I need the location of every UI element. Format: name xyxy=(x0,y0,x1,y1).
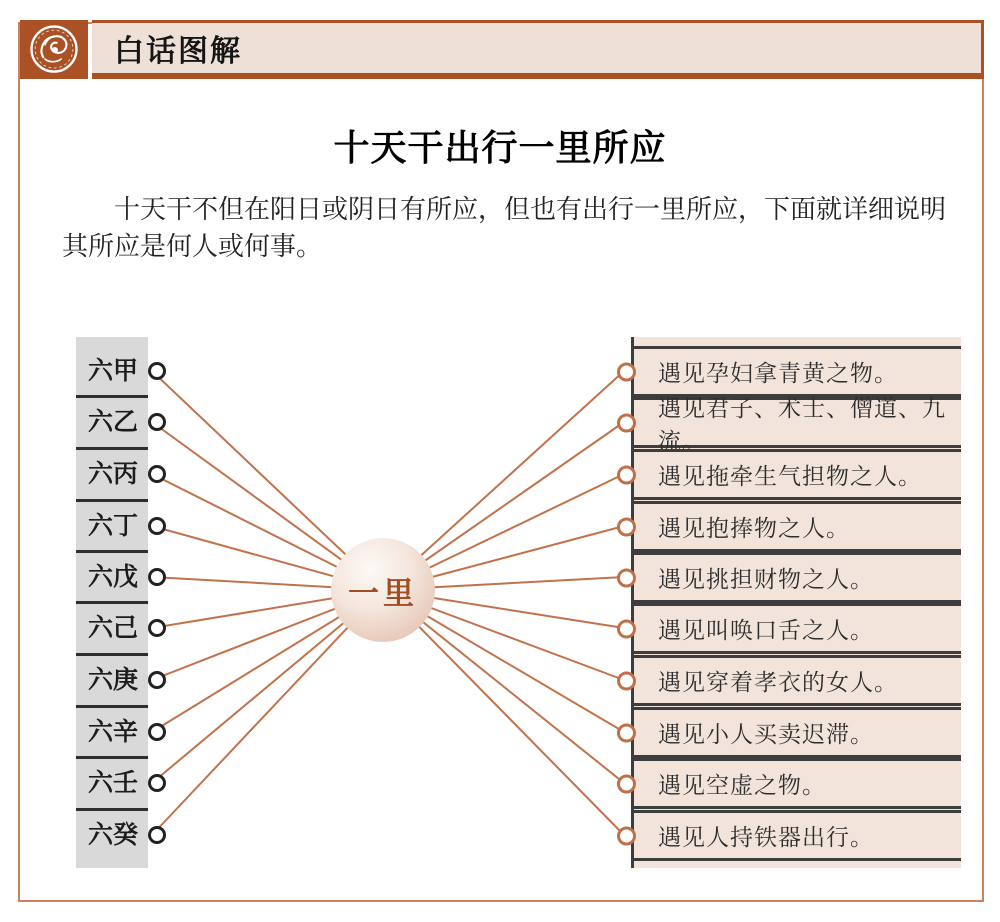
results-column xyxy=(631,337,961,868)
result-label: 遇见孕妇拿青黄之物。 xyxy=(658,360,898,386)
stem-label: 六甲 xyxy=(87,356,138,385)
result-label: 遇见人持铁器出行。 xyxy=(658,824,874,850)
result-cell xyxy=(634,394,961,454)
result-label: 遇见空虚之物。 xyxy=(658,772,826,798)
result-cell xyxy=(634,501,961,552)
stem-row xyxy=(76,757,148,809)
result-cell xyxy=(634,707,961,758)
stem-row xyxy=(76,345,148,397)
stem-label: 六丙 xyxy=(87,459,138,488)
publisher-seal xyxy=(20,20,88,79)
stem-row xyxy=(76,396,148,448)
section-title: 白话图解 xyxy=(114,35,242,68)
hub-circle xyxy=(331,538,435,642)
stem-label: 六己 xyxy=(87,613,138,642)
result-cell xyxy=(634,758,961,809)
page-title: 十天干出行一里所应 xyxy=(333,127,667,168)
intro-paragraph: 十天干不但在阳日或阴日有所应，但也有出行一里所应，下面就详细说明其所应是何人或何事。 xyxy=(62,194,947,261)
left-node-icon xyxy=(148,568,166,586)
stem-row xyxy=(76,602,148,654)
stem-label: 六辛 xyxy=(87,717,138,746)
result-label: 遇见拖牵生气担物之人。 xyxy=(658,463,922,489)
stem-label: 六壬 xyxy=(87,768,138,797)
result-label: 遇见小人买卖迟滞。 xyxy=(658,721,874,747)
right-node-icon xyxy=(617,826,636,845)
right-node-icon xyxy=(617,568,636,587)
result-label: 遇见抱捧物之人。 xyxy=(658,515,850,541)
section-header-bar xyxy=(92,20,984,79)
stem-row xyxy=(76,654,148,706)
result-label: 遇见穿着孝衣的女人。 xyxy=(658,669,898,695)
right-node-icon xyxy=(617,619,636,638)
right-node-icon xyxy=(617,671,636,690)
result-cell xyxy=(634,655,961,706)
stem-row xyxy=(76,448,148,500)
left-node-icon xyxy=(148,465,166,483)
left-node-icon xyxy=(148,671,166,689)
left-node-icon xyxy=(148,619,166,637)
stems-column xyxy=(76,337,148,868)
stem-row xyxy=(76,809,148,861)
stem-row xyxy=(76,706,148,758)
result-cell xyxy=(634,449,961,500)
right-node-icon xyxy=(617,465,636,484)
stem-row xyxy=(76,551,148,603)
left-node-icon xyxy=(148,362,166,380)
stem-row xyxy=(76,500,148,552)
result-cell xyxy=(634,603,961,654)
hub-label: 一里 xyxy=(348,575,418,612)
right-node-icon xyxy=(617,774,636,793)
right-node-icon xyxy=(617,362,636,381)
right-node-icon xyxy=(617,413,636,432)
result-cell xyxy=(634,552,961,603)
stem-label: 六癸 xyxy=(87,820,138,849)
result-label: 遇见君子、术士、僧道、九流。 xyxy=(658,394,946,454)
left-node-icon xyxy=(148,517,166,535)
left-node-icon xyxy=(148,774,166,792)
stem-label: 六戊 xyxy=(87,562,138,591)
result-cell xyxy=(634,810,961,861)
dragon-seal-icon xyxy=(26,23,82,77)
right-node-icon xyxy=(617,517,636,536)
left-node-icon xyxy=(148,826,166,844)
left-node-icon xyxy=(148,413,166,431)
stem-label: 六庚 xyxy=(87,665,138,694)
stem-label: 六丁 xyxy=(87,511,138,540)
result-label: 遇见叫唤口舌之人。 xyxy=(658,617,874,643)
left-node-icon xyxy=(148,723,166,741)
stem-label: 六乙 xyxy=(87,407,138,436)
right-node-icon xyxy=(617,723,636,742)
result-label: 遇见挑担财物之人。 xyxy=(658,566,874,592)
